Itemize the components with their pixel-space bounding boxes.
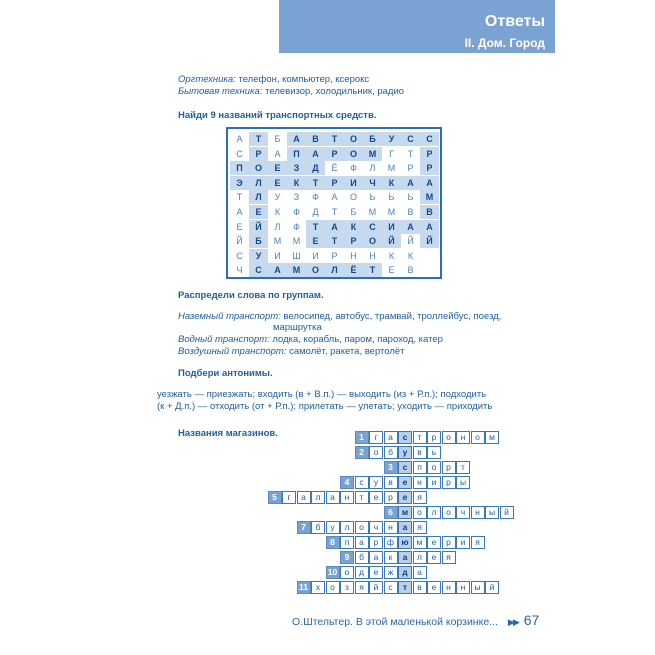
crossword-letter: е (427, 581, 441, 594)
word-search-letter: Р (344, 234, 363, 248)
word-search-letter: Ё (331, 163, 338, 174)
crossword-letter: и (427, 476, 441, 489)
word-search-letter: Е (306, 234, 325, 248)
word-search-letter: Л (369, 163, 376, 174)
word-search-letter: А (401, 220, 420, 234)
word-search-letter: К (388, 250, 395, 261)
crossword-letter: р (384, 491, 398, 504)
section-header (279, 0, 555, 53)
crossword-letter: д (355, 566, 369, 579)
crossword-letter: т (355, 491, 369, 504)
crossword-number: 2 (355, 446, 369, 459)
crossword-letter: а (384, 431, 398, 444)
word-search-letter: Ь (407, 192, 414, 203)
crossword-letter: у (326, 521, 340, 534)
word-search-letter: И (382, 220, 401, 234)
crossword-letter: ь (427, 446, 441, 459)
crossword-letter: к (384, 551, 398, 564)
crossword-letter: с (355, 476, 369, 489)
word-search-letter: Л (325, 263, 344, 277)
crossword-letter: я (413, 521, 427, 534)
word-search-letter: Г (389, 148, 394, 159)
crossword-letter: р (369, 536, 383, 549)
crossword-letter: р (442, 461, 456, 474)
word-search-letter: С (249, 263, 268, 277)
word-search-letter: Ф (350, 163, 357, 174)
word-search-letter: Т (325, 132, 344, 146)
word-search-letter: Е (388, 265, 395, 276)
word-search-letter: Б (350, 207, 357, 217)
crossword-letter: в (413, 446, 427, 459)
crossword-letter: ы (485, 506, 499, 519)
crossword-letter: я (355, 581, 369, 594)
crossword-key-letter: у (398, 446, 412, 459)
word-search-letter: Т (249, 132, 268, 146)
crossword-key-letter: а (398, 551, 412, 564)
word-search-letter: С (420, 132, 439, 146)
word-search-letter: Т (407, 148, 414, 159)
crossword-letter: в (413, 581, 427, 594)
word-search-letter: И (312, 250, 319, 261)
crossword-letter: л (311, 491, 325, 504)
word-search-letter: Р (331, 250, 338, 261)
word-search-letter: О (344, 132, 363, 146)
crossword-letter: й (500, 506, 514, 519)
word-search-letter: Н (350, 250, 357, 261)
word-search-letter: К (344, 220, 363, 234)
word-search-letter: М (368, 207, 377, 217)
word-search-letter: А (236, 207, 243, 217)
word-search-letter: Р (420, 161, 439, 175)
word-search-letter: И (274, 250, 281, 261)
crossword-letter: в (384, 476, 398, 489)
crossword-letter: я (413, 491, 427, 504)
crossword-number: 10 (326, 566, 340, 579)
word-search-letter: А (331, 192, 338, 203)
crossword-letter: я (471, 536, 485, 549)
word-search-letter: Р (249, 147, 268, 161)
crossword-letter: с (384, 581, 398, 594)
crossword-letter: о (442, 506, 456, 519)
word-search-letter: М (363, 147, 382, 161)
word-search-letter: Т (331, 207, 338, 217)
word-search-letter: М (420, 190, 439, 204)
header-subtitle: II. Дом. Город (464, 36, 545, 50)
crossword-letter: б (384, 446, 398, 459)
header-title: Ответы (484, 13, 545, 30)
word-search-letter: Д (306, 161, 325, 175)
crossword-letter: о (369, 446, 383, 459)
word-search-letter: Б (363, 132, 382, 146)
word-search-letter: У (382, 132, 401, 146)
crossword-letter: н (456, 581, 470, 594)
word-search-letter: В (407, 265, 414, 276)
word-search-letter: А (287, 132, 306, 146)
word-search-letter: Ф (293, 207, 300, 217)
word-search-letter: И (344, 176, 363, 190)
word-search-letter: Ь (388, 192, 395, 203)
crossword-letter: а (326, 491, 340, 504)
word-search-grid (226, 127, 442, 279)
word-search-letter: С (363, 220, 382, 234)
page-number: 67 (523, 612, 540, 628)
word-search-letter: С (236, 148, 243, 159)
word-search-letter: О (363, 234, 382, 248)
crossword-letter: е (369, 491, 383, 504)
group-water: Водный транспорт: лодка, корабль, паром, пароход, катер (178, 334, 443, 345)
word-search-letter: Й (236, 236, 243, 247)
crossword-key-letter: е (398, 476, 412, 489)
crossword-letter: а (413, 566, 427, 579)
word-search-letter: М (387, 163, 396, 174)
crossword-number: 4 (340, 476, 354, 489)
crossword-letter: о (355, 521, 369, 534)
word-search-letter: М (387, 207, 396, 217)
crossword-number: 9 (340, 551, 354, 564)
word-search-letter: Д (312, 207, 319, 217)
answer-line-home: Бытовая техника: телевизор, холодильник, радио (178, 86, 405, 97)
crossword-letter: н (384, 521, 398, 534)
crossword-letter: т (456, 461, 470, 474)
word-search-letter: Е (236, 221, 243, 232)
wordsearch-title: Найди 9 названий транспортных средств. (178, 110, 377, 121)
groups-title: Распредели слова по группам. (178, 290, 324, 301)
word-search-letter: К (407, 250, 414, 261)
crossword-letter: ы (471, 581, 485, 594)
crossword-letter: н (413, 476, 427, 489)
shops-title: Названия магазинов. (178, 428, 278, 439)
word-search-letter: В (407, 207, 414, 217)
crossword-letter: п (413, 461, 427, 474)
crossword-letter: ч (369, 521, 383, 534)
word-search-letter: З (293, 192, 300, 203)
crossword-letter: л (427, 506, 441, 519)
crossword-number: 7 (297, 521, 311, 534)
crossword-letter: е (427, 536, 441, 549)
crossword-letter: а (369, 551, 383, 564)
word-search-letter: Э (230, 176, 249, 190)
crossword-letter: г (282, 491, 296, 504)
word-search-letter: Ё (344, 263, 363, 277)
word-search-letter: П (230, 161, 249, 175)
crossword-letter: е (427, 551, 441, 564)
word-search-letter: Т (236, 192, 243, 203)
group-air: Воздушный транспорт: самолёт, ракета, вертолёт (178, 346, 405, 357)
crossword-letter: л (340, 521, 354, 534)
crossword-letter: н (456, 431, 470, 444)
crossword-number: 8 (326, 536, 340, 549)
antonyms-title: Подбери антонимы. (178, 368, 273, 379)
crossword-letter: з (340, 581, 354, 594)
word-search-letter: С (401, 132, 420, 146)
crossword-key-letter: с (398, 461, 412, 474)
crossword-key-letter: с (398, 431, 412, 444)
word-search-letter: К (274, 207, 281, 217)
crossword-letter: й (485, 581, 499, 594)
word-search-letter: Р (325, 147, 344, 161)
word-search-letter: А (268, 263, 287, 277)
word-search-letter: Т (306, 220, 325, 234)
footer-arrows: ▶▶ (507, 617, 518, 627)
crossword-letter: н (442, 581, 456, 594)
word-search-letter: Ф (293, 221, 300, 232)
crossword-letter: р (427, 431, 441, 444)
word-search-letter: Л (249, 176, 268, 190)
crossword-letter: м (413, 536, 427, 549)
word-search-letter: Ф (312, 192, 319, 203)
word-search-letter: А (420, 220, 439, 234)
antonyms-line-2: (к + Д.п.) — отходить (от + Р.п.); прилетать — улетать; уходить — приходить (157, 401, 493, 412)
word-search-letter: Б (249, 234, 268, 248)
word-search-letter: А (306, 147, 325, 161)
word-search-letter: Е (268, 161, 287, 175)
antonyms-line-1: уезжать — приезжать; входить (в + В.п.) — выходить (из + Р.п.); подходить (157, 389, 487, 400)
crossword-letter: т (413, 431, 427, 444)
crossword-letter: о (471, 431, 485, 444)
crossword-key-letter: д (398, 566, 412, 579)
word-search-letter: П (287, 147, 306, 161)
crossword-letter: б (311, 521, 325, 534)
crossword-number: 11 (297, 581, 311, 594)
word-search-letter: Ч (363, 176, 382, 190)
word-search-letter: С (236, 250, 243, 261)
crossword-letter: р (442, 476, 456, 489)
crossword-key-letter: ю (398, 536, 412, 549)
crossword-letter: н (471, 506, 485, 519)
crossword-letter: я (442, 551, 456, 564)
word-search-letter: Ш (292, 250, 301, 261)
word-search-letter: Б (274, 134, 281, 144)
word-search-letter: Т (306, 176, 325, 190)
word-search-letter: Т (363, 263, 382, 277)
word-search-letter: Л (249, 190, 268, 204)
word-search-letter: А (236, 134, 243, 144)
word-search-letter: М (287, 263, 306, 277)
word-search-letter: Р (407, 163, 414, 174)
word-search-letter: Й (382, 234, 401, 248)
word-search-letter: А (401, 176, 420, 190)
word-search-letter: О (349, 192, 357, 203)
crossword-letter: л (413, 551, 427, 564)
word-search-letter: А (325, 220, 344, 234)
word-search-letter: К (382, 176, 401, 190)
word-search-letter: К (287, 176, 306, 190)
word-search-letter: Й (249, 220, 268, 234)
crossword-letter: х (311, 581, 325, 594)
word-search-letter: О (306, 263, 325, 277)
footer-text: О.Штельтер. В этой маленькой корзинке... (292, 616, 498, 628)
crossword-letter: о (427, 461, 441, 474)
crossword-letter: а (355, 536, 369, 549)
crossword-letter: о (413, 506, 427, 519)
crossword-key-letter: е (398, 491, 412, 504)
crossword-letter: й (369, 581, 383, 594)
word-search-letter: З (287, 161, 306, 175)
group-ground: Наземный транспорт: велосипед, автобус, трамвай, троллейбус, поезд, (178, 311, 502, 322)
word-search-letter: Ь (369, 192, 376, 203)
word-search-letter: О (249, 161, 268, 175)
crossword-key-letter: м (398, 506, 412, 519)
word-search-letter: Ч (236, 265, 243, 276)
group-ground-continued: маршрутка (273, 322, 322, 333)
crossword-number: 5 (268, 491, 282, 504)
crossword-number: 6 (384, 506, 398, 519)
crossword-letter: о (326, 581, 340, 594)
word-search-letter: Р (325, 176, 344, 190)
word-search-letter: А (420, 176, 439, 190)
word-search-letter: В (420, 205, 439, 219)
crossword-key-letter: т (398, 581, 412, 594)
word-search-letter: Р (420, 147, 439, 161)
crossword-letter: и (456, 536, 470, 549)
crossword-letter: о (340, 566, 354, 579)
crossword-letter: а (297, 491, 311, 504)
word-search-letter: Т (325, 234, 344, 248)
crossword-number: 1 (355, 431, 369, 444)
crossword-letter: о (442, 431, 456, 444)
answer-line-office: Оргтехника: телефон, компьютер, ксерокс (178, 74, 370, 85)
crossword-letter: ы (456, 476, 470, 489)
word-search-letter: Е (268, 176, 287, 190)
crossword-letter: ф (384, 536, 398, 549)
word-search-letter: Н (369, 250, 376, 261)
crossword-letter: п (340, 536, 354, 549)
word-search-letter: У (274, 192, 281, 203)
crossword-letter: ж (384, 566, 398, 579)
crossword-letter: м (485, 431, 499, 444)
word-search-letter: Л (274, 221, 281, 232)
word-search-letter: М (292, 236, 301, 247)
crossword-letter: у (369, 476, 383, 489)
crossword-number: 3 (384, 461, 398, 474)
word-search-letter: Й (420, 234, 439, 248)
word-search-letter: О (344, 147, 363, 161)
word-search-letter: А (274, 148, 281, 159)
crossword-letter: р (442, 536, 456, 549)
crossword-letter: г (369, 431, 383, 444)
crossword-letter: ч (456, 506, 470, 519)
word-search-letter: М (273, 236, 282, 247)
crossword-letter: б (355, 551, 369, 564)
word-search-letter: Й (407, 236, 414, 247)
crossword-letter: е (369, 566, 383, 579)
word-search-letter: У (249, 249, 268, 263)
word-search-letter: В (306, 132, 325, 146)
page-footer (292, 612, 539, 628)
crossword-letter: н (340, 491, 354, 504)
word-search-letter: Е (249, 205, 268, 219)
crossword-key-letter: а (398, 521, 412, 534)
